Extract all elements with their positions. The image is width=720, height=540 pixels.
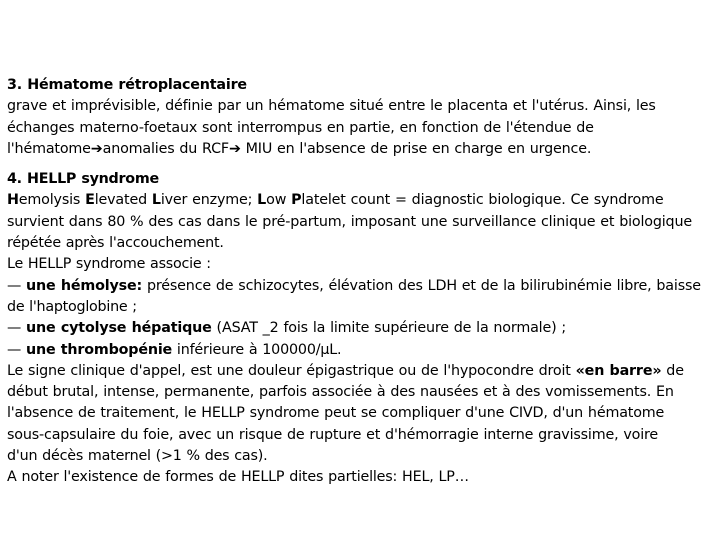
list-dash: — <box>7 341 26 358</box>
list-dash: — <box>7 320 26 337</box>
list-item-text: inférieure à 100000/µL. <box>172 341 342 358</box>
paragraph-line: sous-capsulaire du foie, avec un risque de rupture et d'hémorragie interne gravissime, voire <box>7 426 659 443</box>
paragraph-line: d'un décès maternel (>1 % des cas). <box>7 448 268 465</box>
list-item-text: (ASAT _2 fois la limite supérieure de la normale) ; <box>211 320 567 337</box>
list-item-thrombopenie <box>7 340 715 361</box>
section-3-title: Hématome rétroplacentaire <box>27 77 247 93</box>
section-hematome-retroplacentaire <box>7 75 715 160</box>
text-fragment: iver enzyme; <box>160 192 258 209</box>
paragraph-line: répétée après l'accouchement. <box>7 235 224 252</box>
paragraph-line: survient dans 80 % des cas dans le pré-partum, imposant une surveillance clinique et biologique <box>7 213 692 230</box>
list-item-cytolyse <box>7 318 715 339</box>
text-fragment: l'hématome <box>7 140 91 157</box>
section-3-number: 3. <box>7 77 28 93</box>
text-fragment: anomalies du RCF <box>102 140 229 157</box>
list-item-term: une cytolyse hépatique <box>26 320 212 337</box>
list-item-text: présence de schizocytes, élévation des LDH et de la bilirubinémie libre, baisse <box>142 277 701 294</box>
list-item-continuation: de l'haptoglobine ; <box>7 298 137 315</box>
right-arrow-icon: ➔ <box>90 140 103 157</box>
list-item-hemolyse <box>7 276 715 297</box>
acronym-letter: E <box>85 192 95 209</box>
text-fragment: de <box>661 362 684 379</box>
document-body <box>7 75 715 489</box>
paragraph-line: échanges materno-foetaux sont interrompus en partie, en fonction de l'étendue de <box>7 119 594 136</box>
paragraph-line <box>7 361 715 382</box>
text-fragment: Le signe clinique d'appel, est une douleur épigastrique ou de l'hypocondre droit <box>7 362 576 379</box>
list-item-term: une thrombopénie <box>25 341 173 358</box>
text-fragment: emolysis <box>18 192 86 209</box>
paragraph-line: A noter l'existence de formes de HELLP dites partielles: HEL, LP… <box>7 469 469 486</box>
acronym-letter: P <box>291 192 302 209</box>
paragraph-line: grave et imprévisible, définie par un hématome situé entre le placenta et l'utérus. Ainsi, les <box>7 98 656 115</box>
list-item-term: une hémolyse: <box>26 277 143 294</box>
acronym-letter: L <box>257 192 267 209</box>
text-fragment: ow <box>266 192 292 209</box>
hellp-definition-line <box>7 190 715 211</box>
section-4-heading: 4. HELLP syndrome <box>7 171 159 188</box>
acronym-letter: H <box>7 192 19 209</box>
emphasis-en-barre: «en barre» <box>575 362 662 379</box>
text-fragment: MIU en l'absence de prise en charge en urgence. <box>240 140 592 157</box>
right-arrow-icon: ➔ <box>228 140 241 157</box>
paragraph-line <box>7 139 715 160</box>
text-fragment: levated <box>94 192 152 209</box>
text-fragment: latelet count = diagnostic biologique. Ce syndrome <box>301 192 664 209</box>
paragraph-line: l'absence de traitement, le HELLP syndrome peut se compliquer d'une CIVD, d'un hématome <box>7 405 665 422</box>
section-3-heading <box>7 75 715 96</box>
paragraph-line: Le HELLP syndrome associe : <box>7 256 211 273</box>
paragraph-line: début brutal, intense, permanente, parfois associée à des nausées et à des vomissements. En <box>7 384 674 401</box>
list-dash: — <box>7 277 27 294</box>
acronym-letter: L <box>151 192 161 209</box>
section-hellp-syndrome <box>7 169 715 488</box>
